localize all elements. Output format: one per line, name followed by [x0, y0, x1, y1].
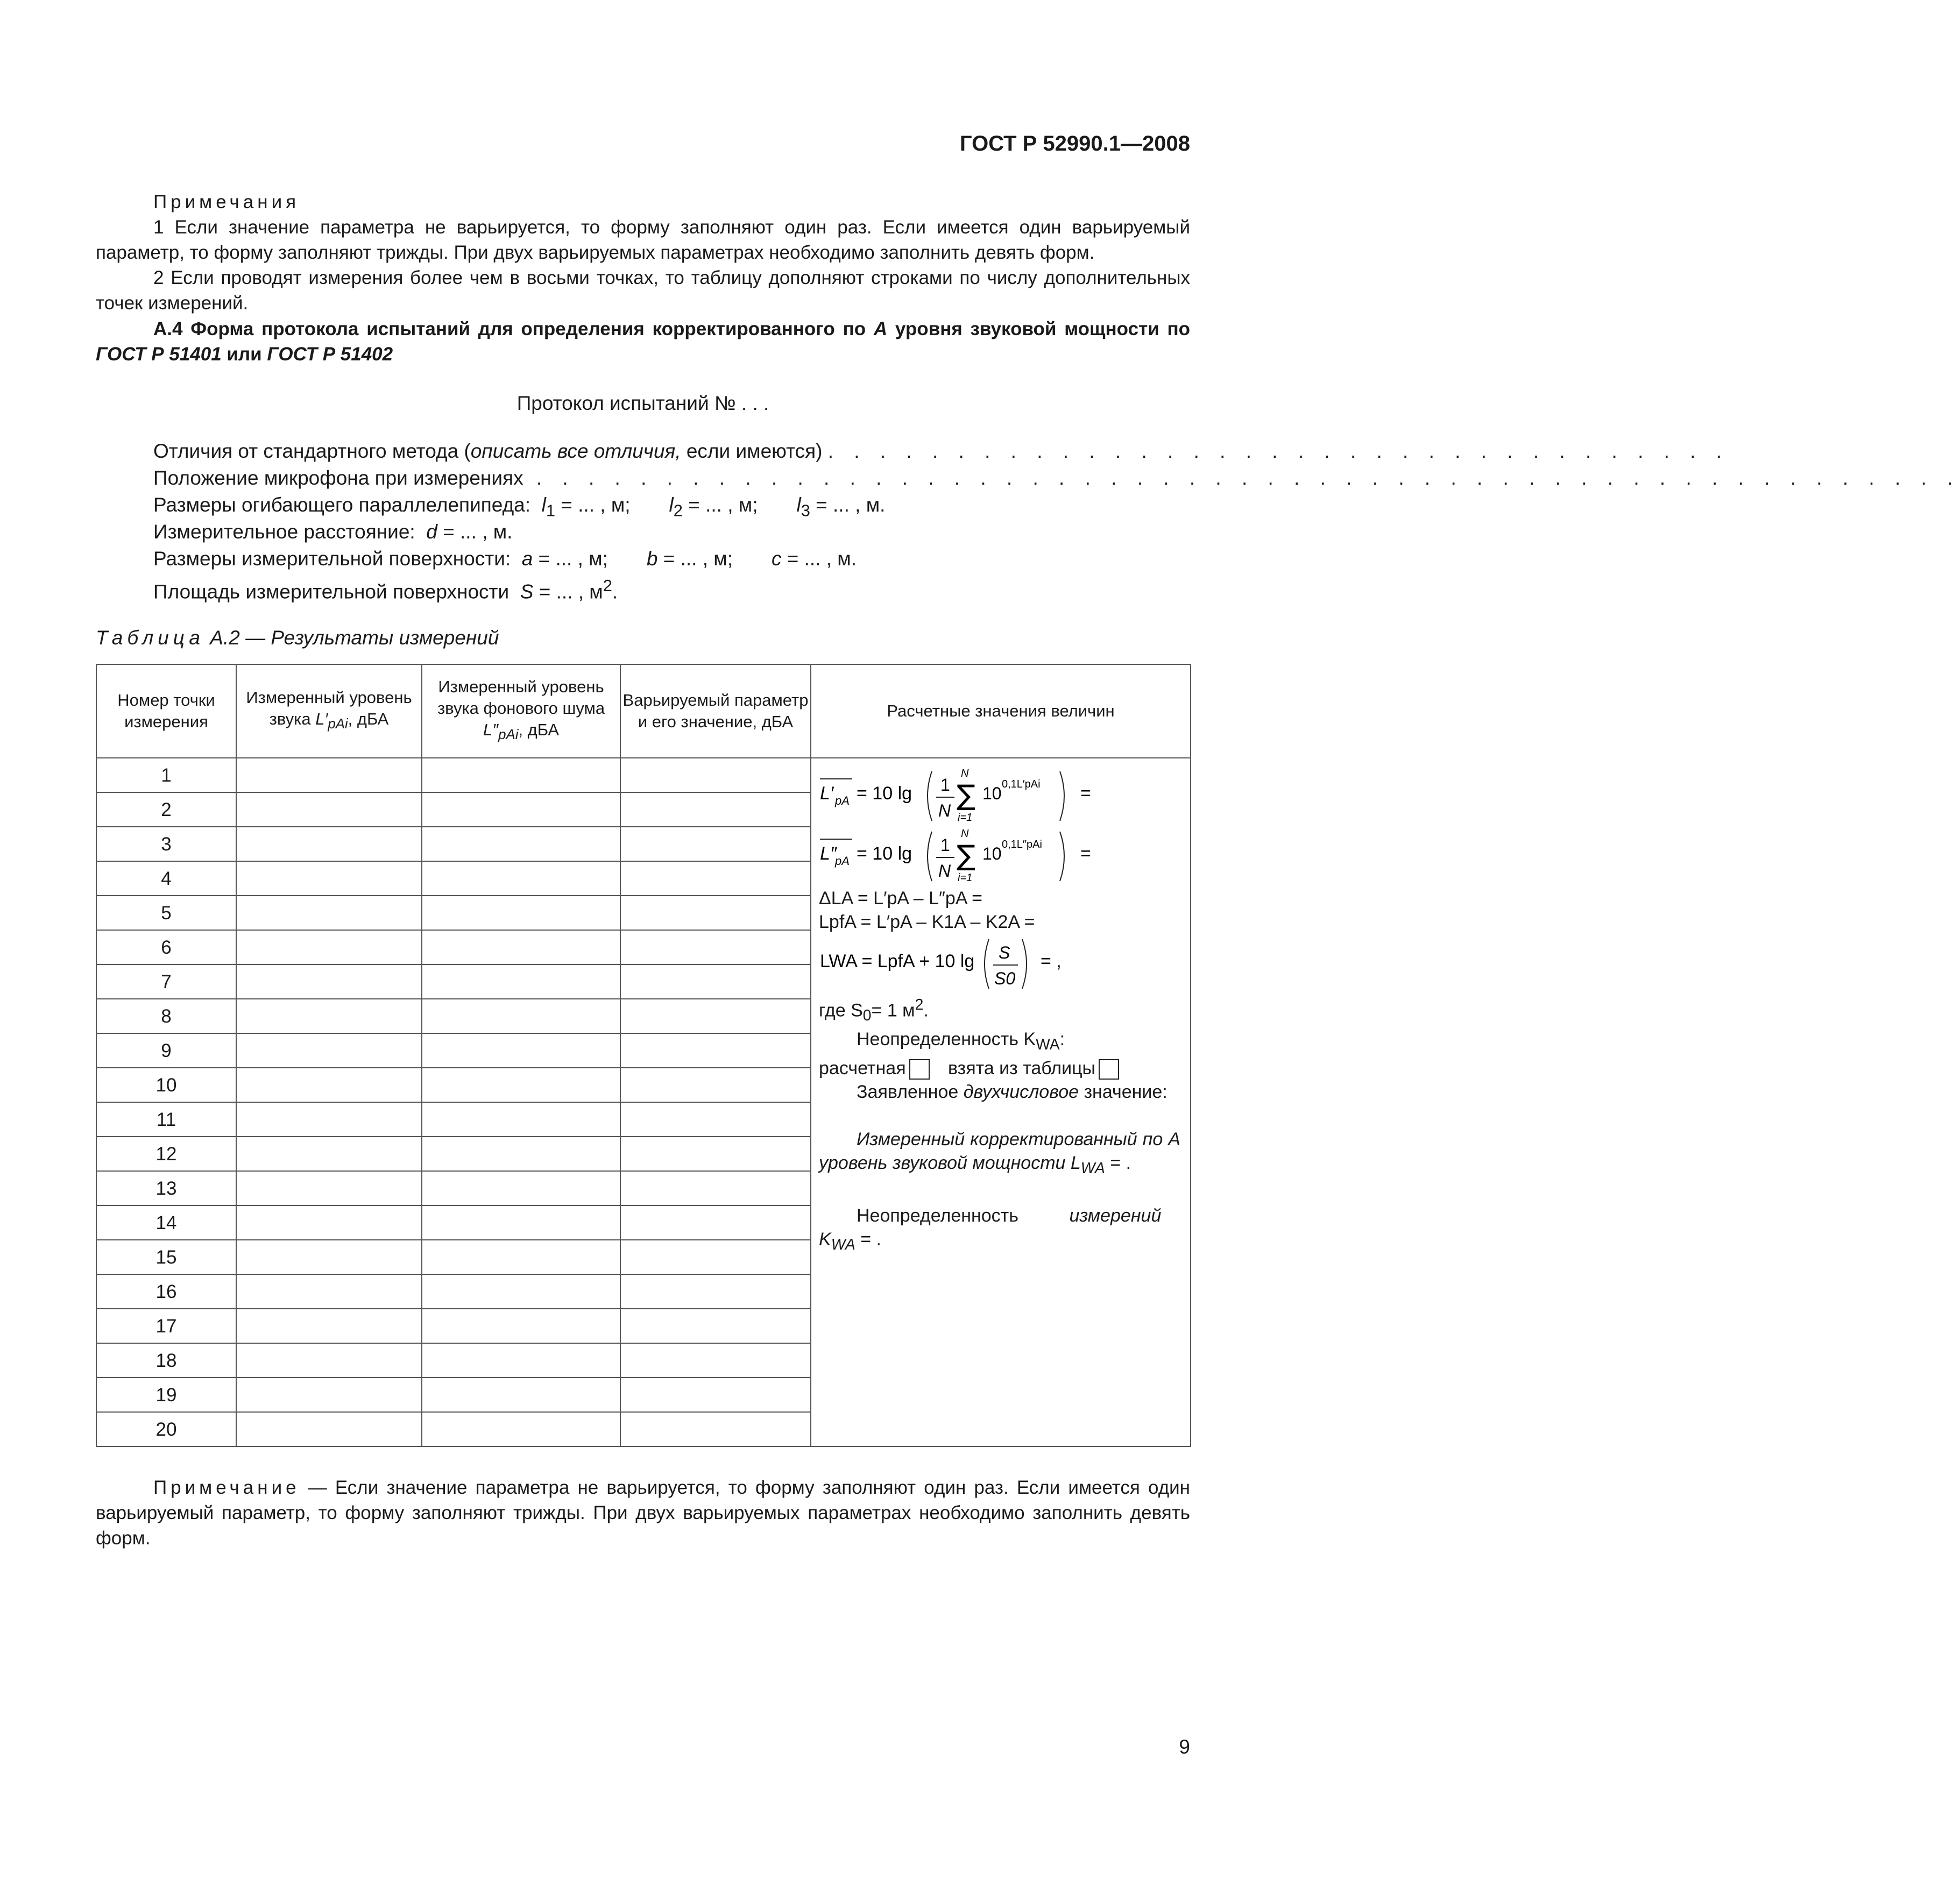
d-value: = ... , м. [437, 521, 513, 543]
right-paren-2 [1060, 832, 1064, 881]
point-number-cell: 9 [96, 1033, 236, 1068]
measured-level-cell[interactable] [236, 1033, 422, 1068]
header-measured-level-unit: , дБА [348, 710, 389, 729]
point-number-cell: 2 [96, 792, 236, 827]
option-calculated-checkbox[interactable] [909, 1059, 930, 1080]
s-end: . [612, 580, 618, 603]
measured-level-cell[interactable] [236, 792, 422, 827]
differences-label: Отличия от стандартного метода ( [153, 440, 471, 462]
equals-2: = [1080, 843, 1091, 864]
formula-lpa-double-prime [819, 826, 1174, 886]
fraction-denominator-2: N [938, 861, 951, 881]
lpa-prime-sub: pA [835, 794, 850, 807]
formula-lpa-prime [819, 766, 1174, 826]
sum-upper-2: N [961, 828, 969, 840]
variable-parameter-cell[interactable] [620, 1378, 811, 1412]
point-number-cell: 5 [96, 896, 236, 930]
fraction-denominator: N [938, 801, 951, 820]
kwa-line [819, 1228, 1180, 1257]
s-value: = ... , м [533, 580, 603, 603]
sum-lower: i=1 [958, 812, 973, 824]
measured-level-cell[interactable] [236, 758, 422, 792]
footnote-label: Примечание [153, 1477, 300, 1498]
lpa-dprime-symbol: L″ [820, 843, 837, 864]
variable-parameter-cell[interactable] [620, 1309, 811, 1343]
s-symbol: S [520, 580, 534, 603]
lwa-left-paren [985, 939, 989, 989]
ten-base-2: 10 [982, 844, 1002, 863]
lwa-equals: = , [1041, 951, 1062, 971]
variable-parameter-cell[interactable] [620, 896, 811, 930]
header-point-number: Номер точки измерения [96, 664, 236, 758]
fraction-numerator-2: 1 [940, 835, 950, 855]
point-number-cell: 7 [96, 964, 236, 999]
point-number-cell: 6 [96, 930, 236, 964]
sum-upper: N [961, 768, 969, 779]
lwa-numerator: S [999, 943, 1010, 962]
lwa-sub: WA [1080, 1159, 1105, 1177]
measured-level-cell[interactable] [236, 964, 422, 999]
lpfa-formula: LpfA = L′pA – K1A – K2A = [819, 912, 1035, 932]
point-number-cell: 17 [96, 1309, 236, 1343]
variable-parameter-cell[interactable] [620, 1274, 811, 1309]
background-level-cell[interactable] [422, 1033, 620, 1068]
measured-level-cell[interactable] [236, 1102, 422, 1137]
l1-value: = ... , м; [555, 494, 631, 516]
note-2: 2 Если проводят измерения более чем в восьми точках, то таблицу дополняют строками по числу дополнительных точек измерений. [96, 267, 1190, 314]
where-s0 [819, 993, 1180, 1027]
table-caption [96, 625, 499, 650]
background-level-cell[interactable] [422, 1102, 620, 1137]
point-number-cell: 19 [96, 1378, 236, 1412]
caption-rest: А.2 — Результаты измерений [204, 627, 499, 649]
variable-parameter-cell[interactable] [620, 1343, 811, 1378]
microphone-label: Положение микрофона при измерениях [153, 467, 523, 489]
field-microphone-position: Положение микрофона при измерениях . . . . . . . . . . . . . . . . . . . . . . . . . . . . . . . . . . . . . . . . . . . . . . . . . . . . . . . [153, 467, 1960, 489]
formula-text: = 10 lg [857, 783, 912, 804]
formula-text-2: = 10 lg [857, 843, 912, 864]
l2-symbol: l [669, 494, 674, 516]
section-number: А.4 [153, 318, 183, 339]
point-number-cell: 8 [96, 999, 236, 1033]
s-superscript: 2 [603, 576, 612, 595]
sum-sign-2: ∑ [957, 840, 976, 872]
background-level-cell[interactable] [422, 999, 620, 1033]
surface-label: Размеры измерительной поверхности: [153, 548, 511, 570]
variable-parameter-cell[interactable] [620, 1102, 811, 1137]
table-body [96, 758, 1191, 1446]
point-number-cell: 10 [96, 1068, 236, 1102]
field-surface-area [153, 572, 1192, 605]
header-measured-level-text: Измеренный уровень звука [246, 688, 412, 729]
point-number-cell: 3 [96, 827, 236, 861]
measured-level-cell[interactable] [236, 1412, 422, 1446]
left-paren [928, 771, 932, 821]
background-level-cell[interactable] [422, 1309, 620, 1343]
header-measured-level-sub: pAi [328, 717, 348, 732]
equals: = [1080, 783, 1091, 804]
lpa-prime-symbol: L′ [820, 783, 834, 804]
measured-level-cell[interactable] [236, 1343, 422, 1378]
where-sup: 2 [915, 996, 924, 1013]
measured-level-cell[interactable] [236, 1378, 422, 1412]
left-paren-2 [928, 832, 932, 881]
measurement-uncertainty [819, 1204, 1180, 1228]
background-level-cell[interactable] [422, 1378, 620, 1412]
header-background-unit: , дБА [518, 720, 560, 740]
variable-parameter-cell[interactable] [620, 758, 811, 792]
measured-level-cell[interactable] [236, 930, 422, 964]
l1-symbol: l [541, 494, 546, 516]
lwa-symbol: L [1070, 1152, 1081, 1173]
declared-value [819, 1080, 1180, 1104]
l3-value: = ... , м. [810, 494, 886, 516]
lwa-denominator: S0 [994, 969, 1016, 988]
variable-parameter-cell[interactable] [620, 1068, 811, 1102]
variable-parameter-cell[interactable] [620, 1171, 811, 1205]
measured-level-cell[interactable] [236, 999, 422, 1033]
results-table [96, 664, 1191, 1447]
background-level-cell[interactable] [422, 1343, 620, 1378]
background-level-cell[interactable] [422, 1240, 620, 1274]
measured-level-cell[interactable] [236, 1205, 422, 1240]
a-value: = ... , м; [533, 548, 608, 570]
delta-formula: ΔLA = L′pA – L″pA = [819, 888, 982, 909]
b-symbol: b [646, 548, 658, 570]
measured-level-cell[interactable] [236, 827, 422, 861]
c-value: = ... , м. [781, 548, 857, 570]
where-value: = 1 м [871, 1000, 915, 1021]
header-measured-level [236, 664, 422, 758]
footnote [96, 1475, 1190, 1551]
measured-level-cell[interactable] [236, 1240, 422, 1274]
meas-uncert-text-1: Неопределенность [857, 1205, 1018, 1226]
variable-parameter-cell[interactable] [620, 1137, 811, 1171]
background-level-cell[interactable] [422, 896, 620, 930]
where-text: где S [819, 1000, 863, 1021]
header-background-level [422, 664, 620, 758]
lwa-formula-text: LWA = LpfA + 10 lg [820, 951, 975, 971]
footnote-text: — Если значение параметра не варьируется, то форму заполняют один раз. Если имеется один варьируемый параметр, то форму заполняют трижды. При двух варьируемых параметрах необходимо заполнить девять форм. [96, 1477, 1190, 1549]
l2-subscript: 2 [673, 501, 683, 520]
kwa-value: = . [855, 1229, 882, 1250]
option-table-label: взята из таблицы [947, 1058, 1095, 1079]
variable-parameter-cell[interactable] [620, 827, 811, 861]
variable-parameter-cell[interactable] [620, 1240, 811, 1274]
point-number-cell: 13 [96, 1171, 236, 1205]
header-background-text: Измеренный уровень звука фонового шума [437, 677, 605, 718]
lpa-dprime-sub: pA [835, 854, 850, 868]
right-paren [1060, 771, 1064, 821]
point-number-cell: 11 [96, 1102, 236, 1137]
variable-parameter-cell[interactable] [620, 930, 811, 964]
b-value: = ... , м; [657, 548, 733, 570]
note-1: 1 Если значение параметра не варьируется, то форму заполняют один раз. Если имеется один варьируемый параметр, то форму заполняют трижды. При двух варьируемых параметрах необходимо заполнить девять форм. [96, 217, 1190, 263]
formula-lwa [819, 934, 1174, 993]
l3-subscript: 3 [801, 501, 810, 520]
point-number-cell: 15 [96, 1240, 236, 1274]
protocol-title: Протокол испытаний № . . . [516, 392, 769, 414]
background-level-cell[interactable] [422, 827, 620, 861]
uncertainty-sub: WA [1036, 1035, 1060, 1053]
point-number-cell: 4 [96, 861, 236, 896]
l1-subscript: 1 [546, 501, 555, 520]
uncertainty-options [819, 1056, 1180, 1080]
meas-uncert-text-2: измерений [1069, 1205, 1162, 1226]
lwa-right-paren [1022, 939, 1027, 989]
l3-symbol: l [796, 494, 801, 516]
point-number-cell: 18 [96, 1343, 236, 1378]
section-title-a: А [873, 318, 888, 339]
measured-level-cell[interactable] [236, 896, 422, 930]
background-level-cell[interactable] [422, 1068, 620, 1102]
document-code: ГОСТ Р 52990.1—2008 [959, 132, 1190, 155]
section-title-or: или [221, 344, 267, 365]
declared-text-2: двухчисловое [963, 1081, 1079, 1102]
point-number-cell: 14 [96, 1205, 236, 1240]
a-symbol: a [521, 548, 533, 570]
area-label: Площадь измерительной поверхности [153, 580, 510, 603]
point-number-cell: 20 [96, 1412, 236, 1446]
table-header-row [96, 664, 1191, 758]
measured-level-cell[interactable] [236, 1137, 422, 1171]
exponent: 0,1L′pAi [1002, 778, 1041, 790]
header-calculated-values: Расчетные значения величин [811, 664, 1191, 758]
measured-level-cell[interactable] [236, 1274, 422, 1309]
background-level-cell[interactable] [422, 1171, 620, 1205]
background-level-cell[interactable] [422, 1137, 620, 1171]
field-differences: Отличия от стандартного метода (описать все отличия, если имеются) . . . . . . . . . . . . . . . . . . . . . . . . . . . . . . . . . . . [153, 440, 1730, 462]
table-row [96, 758, 1191, 792]
sum-lower-2: i=1 [958, 872, 973, 884]
header-variable-parameter: Варьируемый параметр и его значение, дБА [620, 664, 811, 758]
kwa-sub: WA [831, 1236, 855, 1253]
measured-level-cell[interactable] [236, 1309, 422, 1343]
point-number-cell: 1 [96, 758, 236, 792]
calculated-values-cell [811, 758, 1191, 1446]
standard-ref-2: ГОСТ Р 51402 [267, 344, 393, 365]
background-level-cell[interactable] [422, 930, 620, 964]
c-symbol: c [771, 548, 782, 570]
field-surface-dimensions [153, 545, 1192, 572]
option-calculated-label: расчетная [819, 1058, 906, 1079]
background-level-cell[interactable] [422, 861, 620, 896]
point-number-cell: 16 [96, 1274, 236, 1309]
distance-label: Измерительное расстояние: [153, 521, 415, 543]
measured-level-cell[interactable] [236, 1068, 422, 1102]
lwa-value: = . [1105, 1152, 1131, 1173]
variable-parameter-cell[interactable] [620, 792, 811, 827]
variable-parameter-cell[interactable] [620, 861, 811, 896]
point-number-cell: 12 [96, 1137, 236, 1171]
measured-level [819, 1127, 1180, 1180]
d-symbol: d [426, 521, 437, 543]
section-title [96, 316, 1190, 367]
sum-sign: ∑ [957, 779, 976, 812]
where-end: . [923, 1000, 929, 1021]
where-sub: 0 [862, 1007, 872, 1025]
uncertainty-end: : [1059, 1029, 1065, 1050]
notes-title: Примечания [153, 191, 300, 212]
page-number: 9 [1179, 1736, 1190, 1758]
option-table-checkbox[interactable] [1099, 1059, 1119, 1080]
standard-ref-1: ГОСТ Р 51401 [96, 344, 222, 365]
header-background-symbol: L″ [483, 720, 499, 740]
caption-word: Таблица [96, 627, 204, 649]
fraction-numerator: 1 [940, 775, 950, 794]
l2-value: = ... , м; [682, 494, 758, 516]
background-level-cell[interactable] [422, 792, 620, 827]
variable-parameter-cell[interactable] [620, 1412, 811, 1446]
background-level-cell[interactable] [422, 1412, 620, 1446]
background-level-cell[interactable] [422, 758, 620, 792]
declared-text-3: значение: [1079, 1081, 1167, 1102]
header-measured-level-symbol: L′ [315, 710, 328, 729]
box-dimensions-label: Размеры огибающего параллелепипеда: [153, 494, 531, 516]
background-level-cell[interactable] [422, 964, 620, 999]
header-background-sub: pAi [498, 727, 519, 743]
differences-tail: если имеются) [681, 440, 823, 462]
ten-base: 10 [982, 784, 1002, 803]
measured-level-cell[interactable] [236, 861, 422, 896]
variable-parameter-cell[interactable] [620, 1033, 811, 1068]
uncertainty-kwa [819, 1027, 1180, 1056]
background-level-cell[interactable] [422, 1205, 620, 1240]
kwa-symbol: K [819, 1229, 831, 1250]
variable-parameter-cell[interactable] [620, 964, 811, 999]
field-distance [153, 519, 1192, 545]
variable-parameter-cell[interactable] [620, 1205, 811, 1240]
uncertainty-text: Неопределенность K [857, 1029, 1036, 1050]
exponent-2: 0,1L″pAi [1002, 839, 1042, 850]
declared-text-1: Заявленное [857, 1081, 964, 1102]
background-level-cell[interactable] [422, 1274, 620, 1309]
section-title-text-2: уровня звуковой мощности по [887, 318, 1191, 339]
differences-italic: описать все отличия, [470, 440, 681, 462]
variable-parameter-cell[interactable] [620, 999, 811, 1033]
section-title-text: Форма протокола испытаний для определения корректированного по [190, 318, 874, 339]
measured-level-cell[interactable] [236, 1171, 422, 1205]
measured-text: Измеренный корректированный по А уровень звуковой мощности [819, 1129, 1180, 1173]
